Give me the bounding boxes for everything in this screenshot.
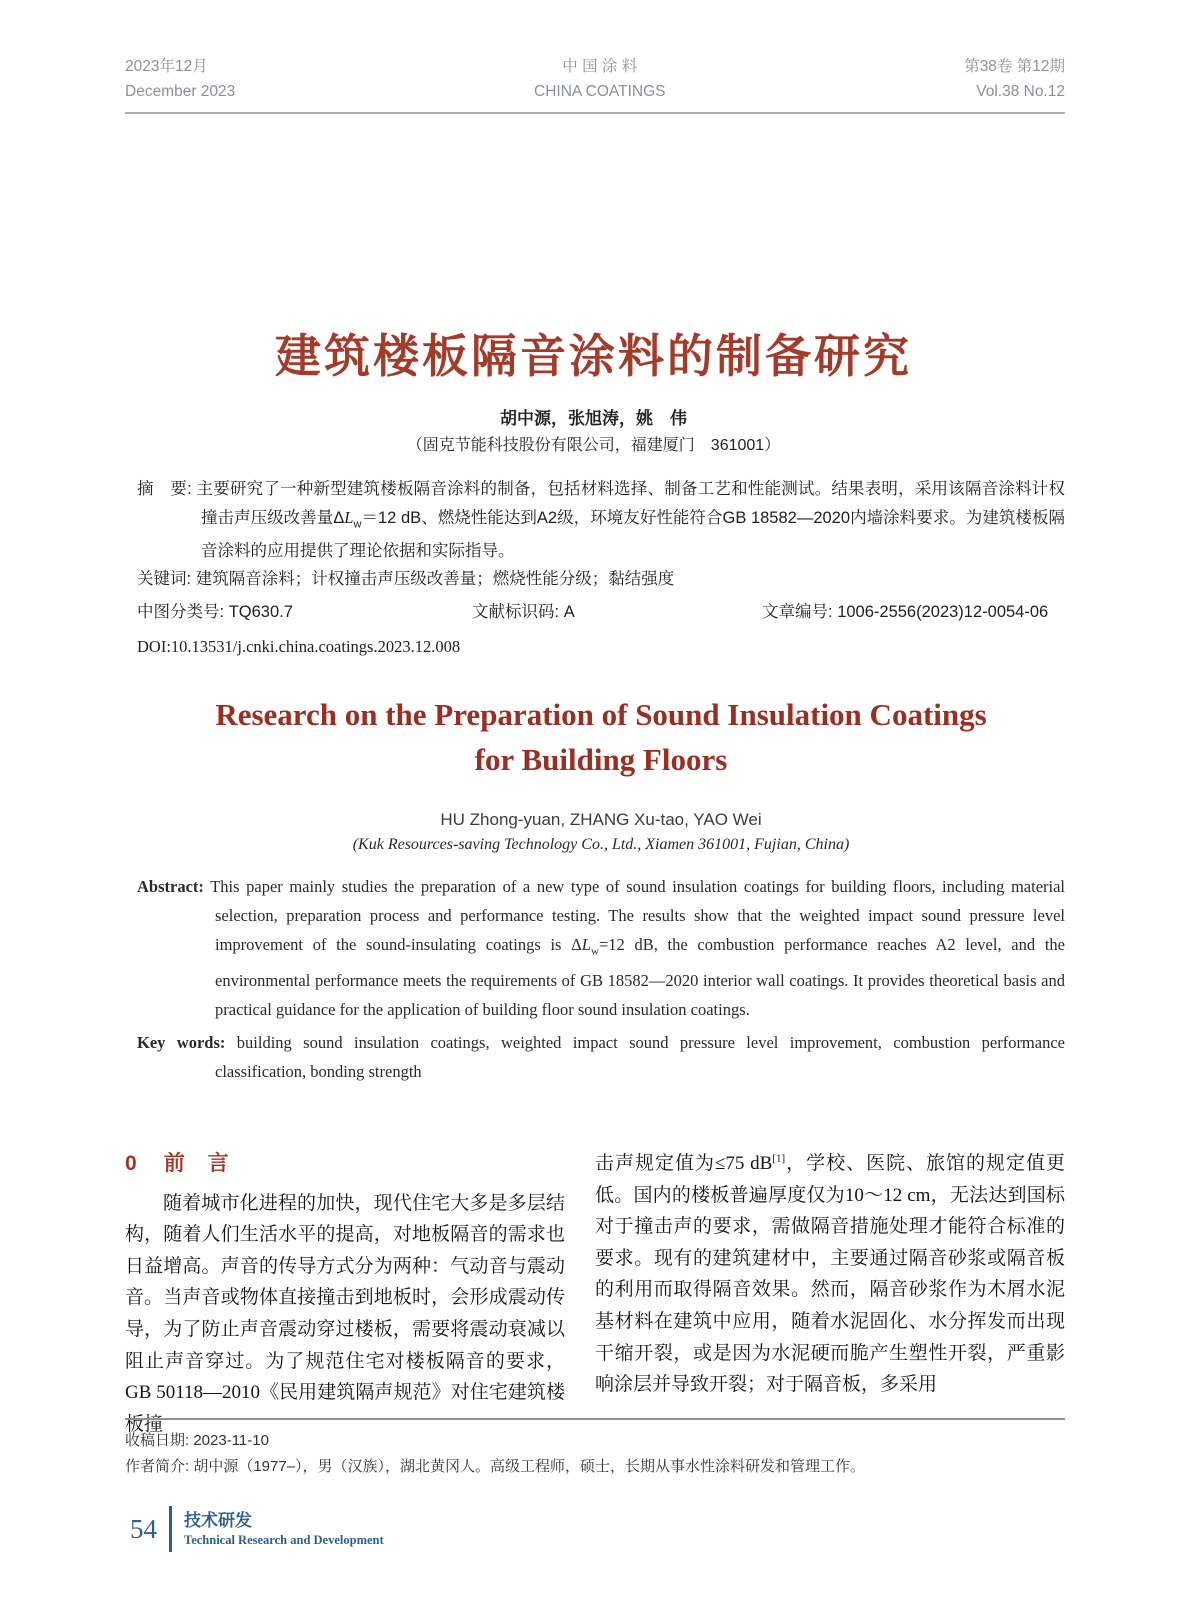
footer-column-name — [184, 1510, 384, 1548]
header-journal-name — [534, 54, 665, 104]
affiliation-en: (Kuk Resources-saving Technology Co., Ltd., Xiamen 361001, Fujian, China) — [352, 836, 850, 853]
body-column-left — [125, 1148, 565, 1440]
footer-column-en: Technical Research and Development — [184, 1533, 384, 1547]
header-volume-zh: 第38卷 第12期 — [964, 58, 1065, 75]
abstract-zh-label: 摘 要: — [137, 480, 192, 498]
header-volume — [964, 54, 1065, 104]
classification-row — [137, 599, 1065, 627]
reference-1-marker: [1] — [772, 1152, 786, 1165]
body-column-right — [595, 1148, 1065, 1440]
affiliation-zh: （固克节能科技股份有限公司，福建厦门 361001） — [406, 437, 781, 454]
delta-l-subscript-en: w — [590, 945, 599, 958]
article-id-value: 1006-2556(2023)12-0054-06 — [837, 603, 1049, 622]
abstract-en-label: Abstract: — [137, 877, 204, 896]
abstract-zh — [137, 476, 1065, 566]
title-en-line2: for Building Floors — [474, 742, 728, 777]
received-date: 收稿日期: 2023-11-10 — [125, 1432, 269, 1449]
header-date — [125, 54, 235, 104]
abstract-zh-text-before: 主要研究了一种新型建筑楼板隔音涂料的制备，包括材料选择、制备工艺和性能测试。结果表明，采用该隔音涂料计权撞击声压级改善量Δ — [196, 480, 1065, 527]
article-id-label: 文章编号: — [762, 603, 833, 622]
right-text-before: 击声规定值为≤75 dB — [595, 1153, 773, 1174]
document-code — [472, 599, 762, 627]
authors-en: HU Zhong-yuan, ZHANG Xu-tao, YAO Wei — [440, 810, 762, 829]
footer-divider-bar — [169, 1506, 172, 1552]
article-title-zh: 建筑楼板隔音涂料的制备研究 — [275, 330, 912, 382]
english-block — [137, 692, 1065, 1086]
header-date-zh: 2023年12月 — [125, 58, 208, 75]
article-title-en — [137, 692, 1065, 782]
journal-header — [125, 54, 1065, 114]
delta-l-variable: L — [344, 507, 354, 527]
header-date-en: December 2023 — [125, 83, 236, 100]
page-number: 54 — [130, 1513, 157, 1544]
footer-column-zh: 技术研发 — [184, 1511, 252, 1530]
section-0-number: 0 — [125, 1152, 138, 1175]
abstract-en — [137, 872, 1065, 1024]
right-text-after: ，学校、医院、旅馆的规定值更低。国内的楼板普遍厚度仅为10～12 cm，无法达到国标对于撞击声的要求，需做隔音措施处理才能符合标准的要求。现有的建筑建材中，主要通过隔音砂浆或隔音板的利用而取得隔音效果。然而，隔音砂浆作为木屑水泥基材料在建筑中应用，随着水泥固化、水分挥发而出现干缩开裂，或是因为水泥硬而脆产生塑性开裂，严重影响涂层并导致开裂；对于隔音板，多采用 — [595, 1153, 1065, 1396]
keywords-en — [137, 1028, 1065, 1086]
abstract-en-text-after: =12 dB, the combustion performance reaches A2 level, and the environmental performance meets the requirements of GB 18582—2020 interior wall coatings. It provides theoretical basis and practical guidance for the application of building floor sound insulation coatings. — [215, 935, 1065, 1020]
doi: DOI:10.13531/j.cnki.china.coatings.2023.12.008 — [137, 636, 461, 656]
delta-l-subscript: w — [353, 517, 362, 530]
footnote-divider — [125, 1418, 1065, 1420]
keywords-zh-text: 建筑隔音涂料；计权撞击声压级改善量；燃烧性能分级；黏结强度 — [195, 569, 675, 588]
title-en-line1: Research on the Preparation of Sound Insulation Coatings — [215, 697, 987, 732]
header-journal-en: CHINA COATINGS — [534, 83, 666, 100]
intro-paragraph-right — [595, 1148, 1065, 1401]
section-0-heading — [125, 1148, 565, 1180]
intro-paragraph-left: 随着城市化进程的加快，现代住宅大多是多层结构，随着人们生活水平的提高，对地板隔音的需求也日益增高。声音的传导方式分为两种：气动音与震动音。当声音或物体直接撞击到地板时，会形成震动传导，为了防止声音震动穿过楼板，需要将震动衰减以阻止声音穿过。为了规范住宅对楼板隔音的要求，GB 50118—2010《民用建筑隔声规范》对住宅建筑楼板撞 — [125, 1192, 565, 1435]
clc-label: 中图分类号: — [137, 603, 225, 622]
meta-zh — [137, 476, 1065, 660]
delta-l-variable-en: L — [581, 935, 591, 954]
doc-code-label: 文献标识码: — [472, 603, 560, 622]
doc-code-value: A — [563, 603, 575, 622]
abstract-en-text-before: This paper mainly studies the preparation of a new type of sound insulation coatings for building floors, including material selection, preparation process and performance testing. The results show that the weighted impact sound pressure level improvement of the sound-insulating coatings is Δ — [210, 877, 1065, 954]
page-footer — [112, 1506, 384, 1552]
article-id — [762, 599, 1065, 627]
header-journal-zh: 中 国 涂 料 — [562, 58, 638, 75]
author-bio: 作者简介: 胡中源（1977–），男（汉族），湖北黄冈人。高级工程师，硕士，长期从事水性涂料研发和管理工作。 — [125, 1458, 866, 1475]
keywords-zh — [137, 566, 1065, 594]
keywords-en-text: building sound insulation coatings, weighted impact sound pressure level improvement, combustion performance classification, bonding strength — [215, 1033, 1065, 1082]
authors-zh: 胡中源，张旭涛，姚 伟 — [500, 409, 687, 428]
body-columns — [125, 1148, 1065, 1440]
clc-value: TQ630.7 — [228, 603, 293, 622]
keywords-en-label: Key words: — [137, 1033, 226, 1053]
abstract-zh-text-after: ＝12 dB、燃烧性能达到A2级，环境友好性能符合GB 18582—2020内墙涂料要求。为建筑楼板隔音涂料的应用提供了理论依据和实际指导。 — [201, 508, 1065, 561]
section-0-title: 前 言 — [163, 1152, 230, 1175]
header-volume-en: Vol.38 No.12 — [976, 83, 1065, 100]
clc-number — [137, 599, 472, 627]
keywords-zh-label: 关键词: — [137, 569, 192, 588]
footnotes — [125, 1428, 1065, 1480]
